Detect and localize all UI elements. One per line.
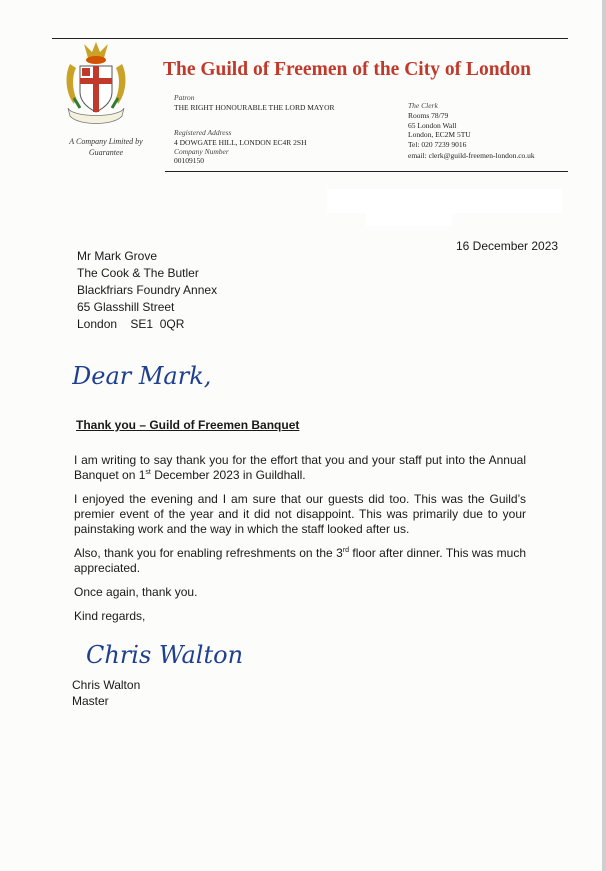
handwritten-salutation bbox=[72, 358, 272, 398]
company-note-line: Guarantee bbox=[88, 148, 124, 157]
recipient-address bbox=[77, 248, 217, 333]
company-number-label: Company Number bbox=[174, 147, 229, 156]
clerk-address-line: London, EC2M 5TU bbox=[408, 130, 471, 139]
redaction-mark bbox=[366, 204, 452, 226]
guild-title: The Guild of Freemen of the City of London bbox=[163, 59, 531, 80]
clerk-address-line: Rooms 78/79 bbox=[408, 111, 449, 120]
paragraph-text: floor after dinner. This was much appreciated. bbox=[74, 546, 526, 575]
page-edge-shadow bbox=[602, 0, 606, 871]
signer-block bbox=[72, 677, 140, 709]
salutation-text: Dear Mark, bbox=[72, 362, 212, 390]
body-paragraph: I enjoyed the evening and I am sure that our guests did too. This was the Guild’s premier event of the year and it did not disappoint. This was primarily due to your painstaking work and the way in which the staff looked after us. bbox=[74, 492, 526, 536]
handwritten-signature bbox=[86, 633, 306, 675]
header-bottom-rule bbox=[165, 171, 568, 172]
company-number: 00109150 bbox=[174, 156, 204, 165]
clerk-address bbox=[408, 111, 535, 161]
signer-title: Master bbox=[72, 694, 109, 708]
clerk-address-line: 65 London Wall bbox=[408, 120, 457, 130]
signature-text: Chris Walton bbox=[86, 641, 244, 669]
body-paragraph bbox=[74, 546, 526, 576]
clerk-label: The Clerk bbox=[408, 101, 438, 110]
recipient-line: Mr Mark Grove bbox=[77, 249, 158, 263]
clerk-telephone: Tel: 020 7239 9016 bbox=[408, 139, 467, 149]
recipient-line: The Cook & The Butler bbox=[77, 266, 199, 280]
body-paragraph bbox=[74, 453, 526, 483]
paragraph-text: Also, thank you for enabling refreshments on the 3 bbox=[74, 546, 343, 560]
letter-body bbox=[74, 453, 526, 633]
guild-crest-logo bbox=[62, 38, 130, 130]
patron-label: Patron bbox=[174, 93, 195, 102]
clerk-email: email: clerk@guild-freemen-london.co.uk bbox=[408, 151, 535, 160]
paragraph-text: I am writing to say thank you for the effort that you and your staff put into the Annual Banquet on 1 bbox=[74, 453, 526, 482]
ordinal-suffix: rd bbox=[342, 547, 350, 554]
registered-address-label: Registered Address bbox=[174, 128, 232, 137]
patron-name: THE RIGHT HONOURABLE THE LORD MAYOR bbox=[174, 103, 335, 112]
closing: Kind regards, bbox=[74, 609, 146, 623]
company-note-line: A Company Limited by bbox=[69, 137, 143, 146]
letter-subject: Thank you – Guild of Freemen Banquet bbox=[76, 418, 300, 432]
paragraph-text: December 2023 in Guildhall. bbox=[150, 468, 306, 482]
registered-address: 4 DOWGATE HILL, LONDON EC4R 2SH bbox=[174, 138, 307, 147]
company-note bbox=[58, 136, 154, 158]
body-paragraph: Once again, thank you. bbox=[74, 585, 198, 599]
recipient-line: Blackfriars Foundry Annex bbox=[77, 283, 218, 297]
recipient-line: 65 Glasshill Street bbox=[77, 300, 175, 314]
signer-name: Chris Walton bbox=[72, 678, 141, 692]
letter-date: 16 December 2023 bbox=[456, 239, 559, 253]
ordinal-suffix: st bbox=[145, 469, 151, 476]
recipient-line: London SE1 0QR bbox=[77, 317, 185, 331]
